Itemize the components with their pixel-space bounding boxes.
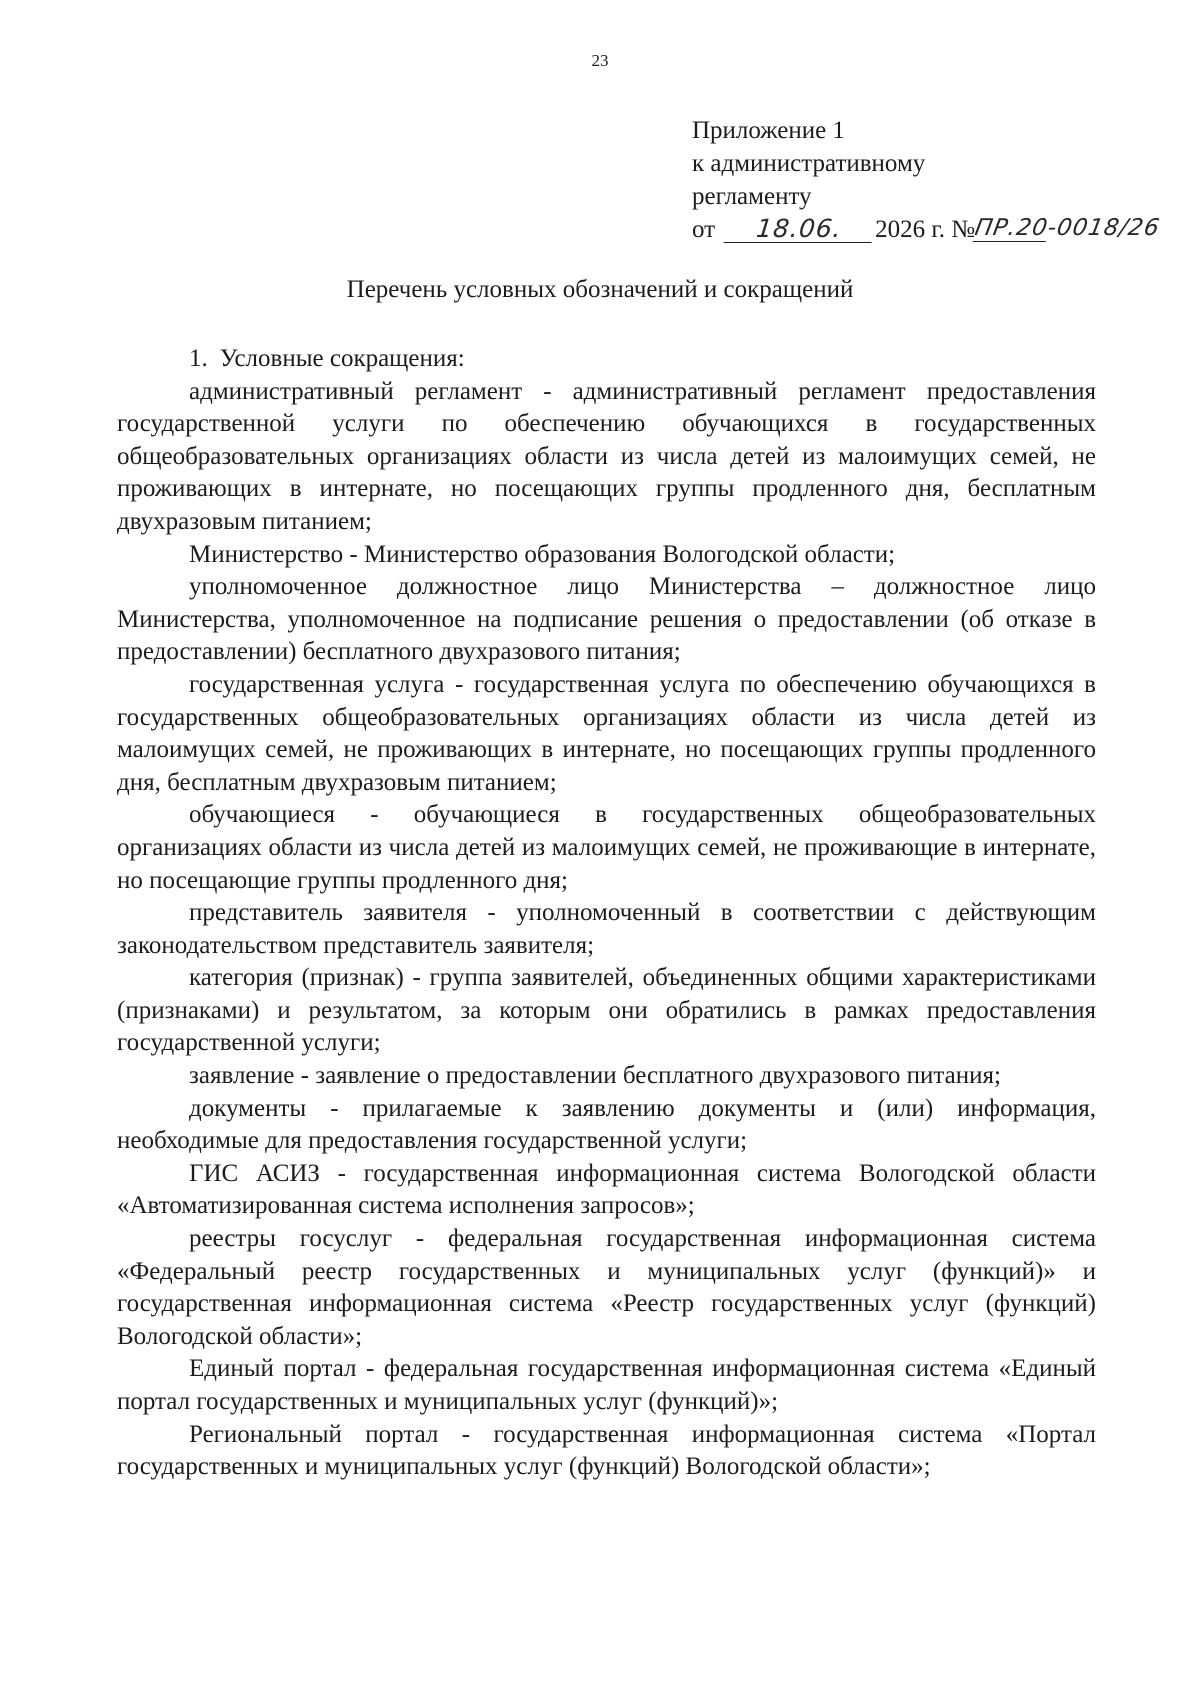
definition-paragraph: заявление - заявление о предоставлении бесплатного двухразового питания; (189, 1062, 1001, 1090)
document-body (117, 343, 1096, 1484)
definition-paragraph: Региональный портал - государственная информационная система «Портал государственных и муниципальных услуг (функций) Вологодской области»; (117, 1420, 1096, 1481)
appendix-reference-cont: регламенту (692, 183, 812, 210)
definition-paragraph: документы - прилагаемые к заявлению документы и (или) информация, необходимые для предоставления государственной услуги; (117, 1094, 1096, 1155)
section-heading (189, 343, 1096, 376)
definition-paragraph: уполномоченное должностное лицо Министерства – должностное лицо Министерства, уполномоченное на подписание решения о предоставлении (об отказе в предоставлении) бесплатного двухразового питания; (117, 573, 1096, 666)
definition-paragraph: категория (признак) - группа заявителей, объединенных общими характеристиками (признаками) и результатом, за которым они обратились в рамках предоставления государственной услуги; (117, 964, 1096, 1057)
appendix-reference: к административному (692, 150, 926, 177)
appendix-date-line (692, 213, 1163, 247)
definition-paragraph: Единый портал - федеральная государственная информационная система «Единый портал государственных и муниципальных услуг (функций)»; (117, 1355, 1096, 1415)
page-number: 23 (591, 51, 609, 70)
definition-paragraph: обучающиеся - обучающиеся в государственных общеобразовательных организациях области из числа детей из малоимущих семей, не проживающие в интернате, но посещающие группы продленного дня; (117, 801, 1096, 894)
definition-paragraph: административный регламент - административный регламент предоставления государственной услуги по обеспечению обучающихся в государственных общеобразовательных организациях области из числа детей из малоимущих семей, не проживающих в интернате, но посещающих группы продленного дня, бесплатным двухразовым питанием; (117, 377, 1096, 535)
appendix-title: Приложение 1 (692, 117, 845, 144)
document-number-prefix: ПР.20 (972, 215, 1051, 241)
year-text: 2026 г. № (875, 216, 976, 243)
definition-paragraph: представитель заявителя - уполномоченный в соответствии с действующим законодательством представитель заявителя; (117, 899, 1096, 959)
section-heading-text: Условные сокращения: (219, 345, 465, 372)
document-title: Перечень условных обозначений и сокращений (346, 276, 854, 303)
definition-paragraph: Министерство - Министерство образования Вологодской области; (189, 540, 896, 568)
date-prefix: от (692, 216, 716, 243)
document-number-suffix: -0018/26 (1045, 215, 1163, 241)
section-number: 1. (189, 345, 208, 372)
appendix-header (692, 114, 1163, 247)
handwritten-date: 18.06. (724, 216, 875, 243)
handwritten-document-number (972, 212, 1162, 245)
definition-paragraph: государственная услуга - государственная услуга по обеспечению обучающихся в государственных общеобразовательных организациях области из числа детей из малоимущих семей, не проживающих в интернате, но посещающих группы продленного дня, бесплатным двухразовым питанием; (117, 670, 1096, 796)
definition-paragraph: ГИС АСИЗ - государственная информационная система Вологодской области «Автоматизированная система исполнения запросов»; (117, 1159, 1096, 1220)
definition-paragraph: реестры госуслуг - федеральная государственная информационная система «Федеральный реестр государственных и муниципальных услуг (функций)» и государственная информационная система «Реестр государственных услуг (функций) Вологодской области»; (117, 1225, 1096, 1350)
